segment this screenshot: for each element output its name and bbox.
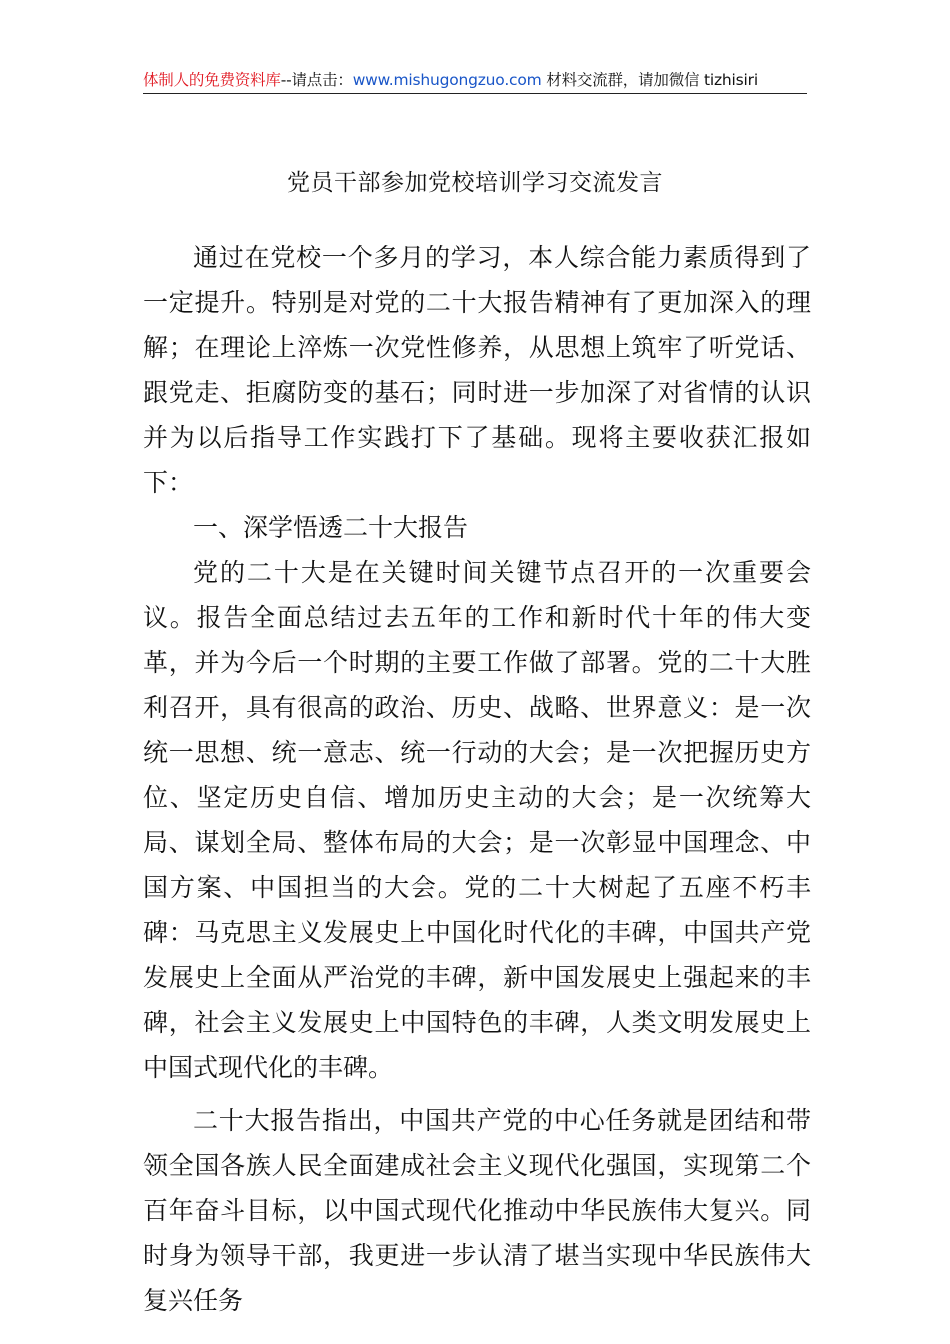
body-paragraph: 二十大报告指出，中国共产党的中心任务就是团结和带领全国各族人民全面建成社会主义现代化强国，实现第二个百年奋斗目标，以中国式现代化推动中华民族伟大复兴。同时身为领导干部，我更进一步认清了堪当实现中华民族伟大复兴任务: [143, 1106, 811, 1315]
header-contact-text: 材料交流群，请加微信 tizhisiri: [541, 71, 758, 89]
header-divider: [143, 93, 807, 94]
section-heading: 一、深学悟透二十大报告: [193, 513, 469, 542]
body-paragraph: 党的二十大是在关键时间关键节点召开的一次重要会议。报告全面总结过去五年的工作和新时代十年的伟大变革，并为今后一个时期的主要工作做了部署。党的二十大胜利召开，具有很高的政治、历史、战略、世界意义：是一次统一思想、统一意志、统一行动的大会；是一次把握历史方位、坚定历史自信、增加历史主动的大会；是一次统筹大局、谋划全局、整体布局的大会；是一次彰显中国理念、中国方案、中国担当的大会。党的二十大树起了五座不朽丰碑：马克思主义发展史上中国化时代化的丰碑，中国共产党发展史上全面从严治党的丰碑，新中国发展史上强起来的丰碑，社会主义发展史上中国特色的丰碑，人类文明发展史上中国式现代化的丰碑。: [143, 558, 811, 1082]
page-header: [143, 68, 807, 92]
document-body: [143, 235, 811, 1323]
header-brand-text: 体制人的免费资料库: [143, 71, 281, 89]
header-separator-text: --请点击：: [280, 71, 353, 89]
body-paragraph: 通过在党校一个多月的学习，本人综合能力素质得到了一定提升。特别是对党的二十大报告精神有了更加深入的理解；在理论上淬炼一次党性修养，从思想上筑牢了听党话、跟党走、拒腐防变的基石；同时进一步加深了对省情的认识并为以后指导工作实践打下了基础。现将主要收获汇报如下：: [143, 243, 811, 497]
document-title: 党员干部参加党校培训学习交流发言: [287, 170, 663, 196]
header-website-link[interactable]: www.mishugongzuo.com: [352, 71, 542, 89]
